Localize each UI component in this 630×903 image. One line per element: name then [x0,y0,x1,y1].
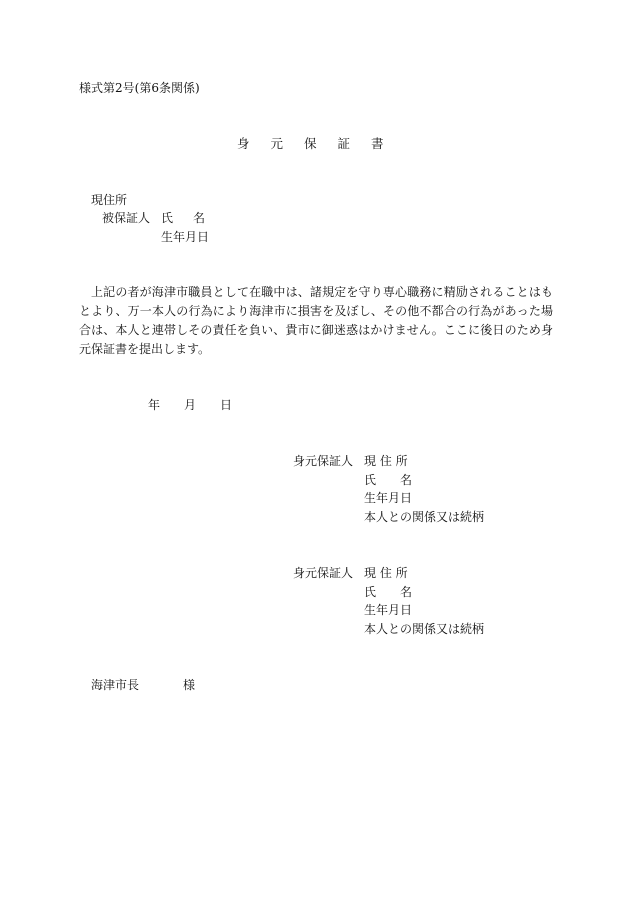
guarantor-2-name-label: 氏 名 [364,585,413,599]
date-line [148,397,232,413]
principal-role-label: 被保証人 [102,211,151,225]
form-number: 様式第2号(第6条関係) [79,81,200,95]
recipient-line [91,677,195,693]
guarantor-1-address-label: 現 住 所 [364,454,408,468]
principal-address-label: 現住所 [91,193,128,207]
guarantee-statement: 上記の者が海津市職員として在職中は、諸規定を守り専心職務に精励されることはもとより、万一本人の行為により海津市に損害を及ぼし、その他不都合の行為があった場合は、本人と連帯しその責任を負い、貴市に御迷惑はかけません。ここに後日のため身元保証書を提出します。 [79,285,553,356]
date-day-label: 日 [220,398,233,412]
date-month-label: 月 [184,398,197,412]
document-title: 身元保証書 [237,136,405,151]
principal-name-label: 氏名 [161,211,226,225]
guarantor-2-address-label: 現 住 所 [364,566,408,580]
guarantor-1-label: 身元保証人 [293,454,354,468]
date-year-label: 年 [148,398,161,412]
guarantor-2-label: 身元保証人 [293,566,354,580]
principal-dob-label: 生年月日 [161,230,210,244]
guarantor-2-relationship-label: 本人との関係又は続柄 [364,622,485,636]
guarantor-1-name-label: 氏 名 [364,473,413,487]
recipient-name: 海津市長 [91,678,140,692]
guarantor-1-dob-label: 生年月日 [364,491,413,505]
guarantor-1-relationship-label: 本人との関係又は続柄 [364,510,485,524]
guarantor-2-dob-label: 生年月日 [364,603,413,617]
recipient-honorific: 様 [183,678,196,692]
